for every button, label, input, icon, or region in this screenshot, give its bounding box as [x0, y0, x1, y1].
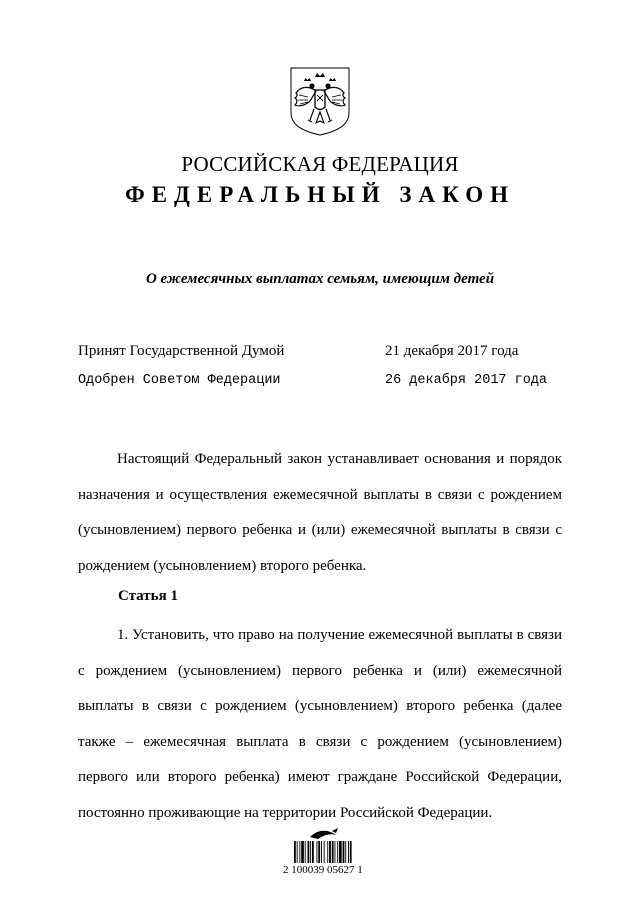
- coat-of-arms-emblem: [288, 65, 352, 137]
- barcode-icon: [288, 825, 380, 887]
- article-text: 1. Установить, что право на получение ежемесячной выплаты в связи с рождением (усыновлением) первого ребенка и (или) ежемесячной выплаты в связи с рождением (усыновлением) второго ребенка (далее также – ежемесячная выплата в связи с рождением (усыновлением) первого или второго ребенка) имеют граждане Российской Федерации, постоянно проживающие на территории Российской Федерации.: [78, 627, 562, 821]
- document-type: ФЕДЕРАЛЬНЫЙ ЗАКОН: [124, 182, 516, 207]
- adoption-date: 21 декабря 2017 года: [385, 343, 519, 359]
- adoption-label: Принят Государственной Думой: [78, 343, 285, 359]
- intro-paragraph: Настоящий Федеральный закон устанавливает основания и порядок назначения и осуществления ежемесячной выплаты в связи с рождением (усыновлением) первого ребенка и (или) ежемесячной выплаты в связи с рождением (усыновлением) второго ребенка.: [78, 451, 562, 574]
- barcode-number: 2 100039 05627 1: [283, 864, 363, 876]
- law-title: О ежемесячных выплатах семьям, имеющим детей: [145, 271, 495, 287]
- adoption-date: 26 декабря 2017 года: [385, 373, 548, 388]
- country-name: РОССИЙСКАЯ ФЕДЕРАЦИЯ: [181, 152, 459, 176]
- adoption-label: Одобрен Советом Федерации: [78, 373, 281, 388]
- article-heading: Статья 1: [118, 588, 178, 604]
